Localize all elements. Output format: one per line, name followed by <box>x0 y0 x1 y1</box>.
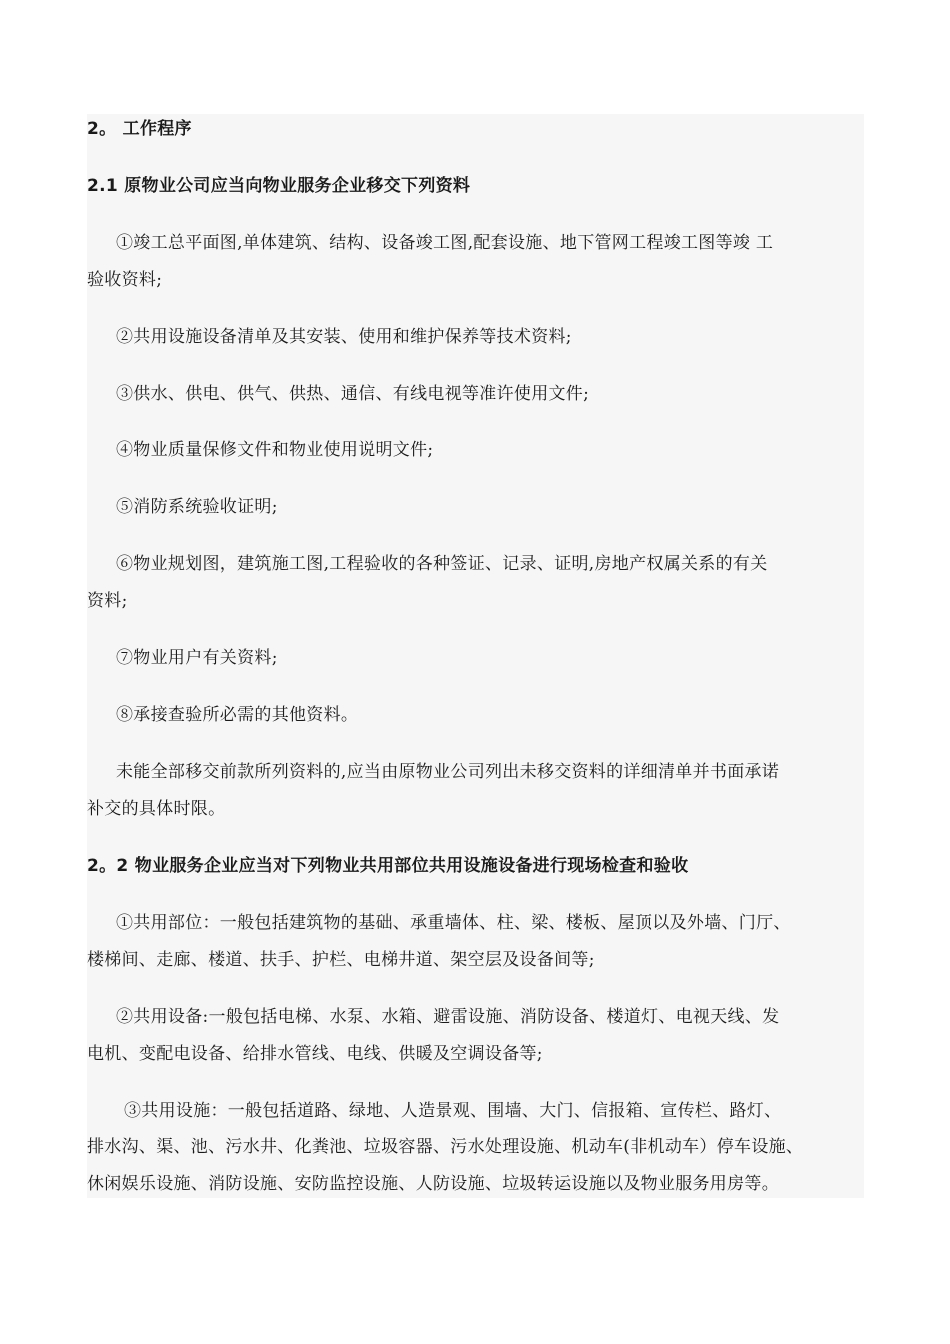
shared-equipment-line-1: ②共用设备:一般包括电梯、水泵、水箱、避雷设施、消防设备、楼道灯、电视天线、发 <box>116 1007 780 1027</box>
list-item-5: ⑤消防系统验收证明; <box>116 497 278 517</box>
subsection-heading-2-1: 2.1 原物业公司应当向物业服务企业移交下列资料 <box>87 176 471 196</box>
note-line-1: 未能全部移交前款所列资料的,应当由原物业公司列出未移交资料的详细清单并书面承诺 <box>116 762 780 782</box>
shared-parts-line-2: 楼梯间、走廊、楼道、扶手、护栏、电梯井道、架空层及设备间等; <box>87 950 595 970</box>
shared-equipment-line-2: 电机、变配电设备、给排水管线、电线、供暖及空调设备等; <box>87 1044 543 1064</box>
shared-parts-line-1: ①共用部位：一般包括建筑物的基础、承重墙体、柱、梁、楼板、屋顶以及外墙、门厅、 <box>116 913 791 933</box>
list-item-6-line-1: ⑥物业规划图，建筑施工图,工程验收的各种签证、记录、证明,房地产权属关系的有关 <box>116 554 768 574</box>
list-item-7: ⑦物业用户有关资料; <box>116 648 278 668</box>
list-item-1-line-2: 验收资料; <box>87 270 163 290</box>
list-item-3: ③供水、供电、供气、供热、通信、有线电视等准许使用文件; <box>116 384 590 404</box>
shared-facilities-line-3: 休闲娱乐设施、消防设施、安防监控设施、人防设施、垃圾转运设施以及物业服务用房等。 <box>87 1174 779 1194</box>
shared-facilities-line-1: ③共用设施：一般包括道路、绿地、人造景观、围墙、大门、信报箱、宣传栏、路灯、 <box>124 1101 782 1121</box>
list-item-6-line-2: 资料; <box>87 591 128 611</box>
list-item-2: ②共用设施设备清单及其安装、使用和维护保养等技术资料; <box>116 327 572 347</box>
note-line-2: 补交的具体时限。 <box>87 799 226 819</box>
shared-facilities-line-2: 排水沟、渠、池、污水井、化粪池、垃圾容器、污水处理设施、机动车(非机动车）停车设施、 <box>87 1137 804 1157</box>
section-title: 2。 工作程序 <box>87 119 192 139</box>
list-item-1-line-1: ①竣工总平面图,单体建筑、结构、设备竣工图,配套设施、地下管网工程竣工图等竣 工 <box>116 233 774 253</box>
list-item-8: ⑧承接查验所必需的其他资料。 <box>116 705 359 725</box>
subsection-heading-2-2: 2。2 物业服务企业应当对下列物业共用部位共用设施设备进行现场检查和验收 <box>87 856 689 876</box>
list-item-4: ④物业质量保修文件和物业使用说明文件; <box>116 440 434 460</box>
